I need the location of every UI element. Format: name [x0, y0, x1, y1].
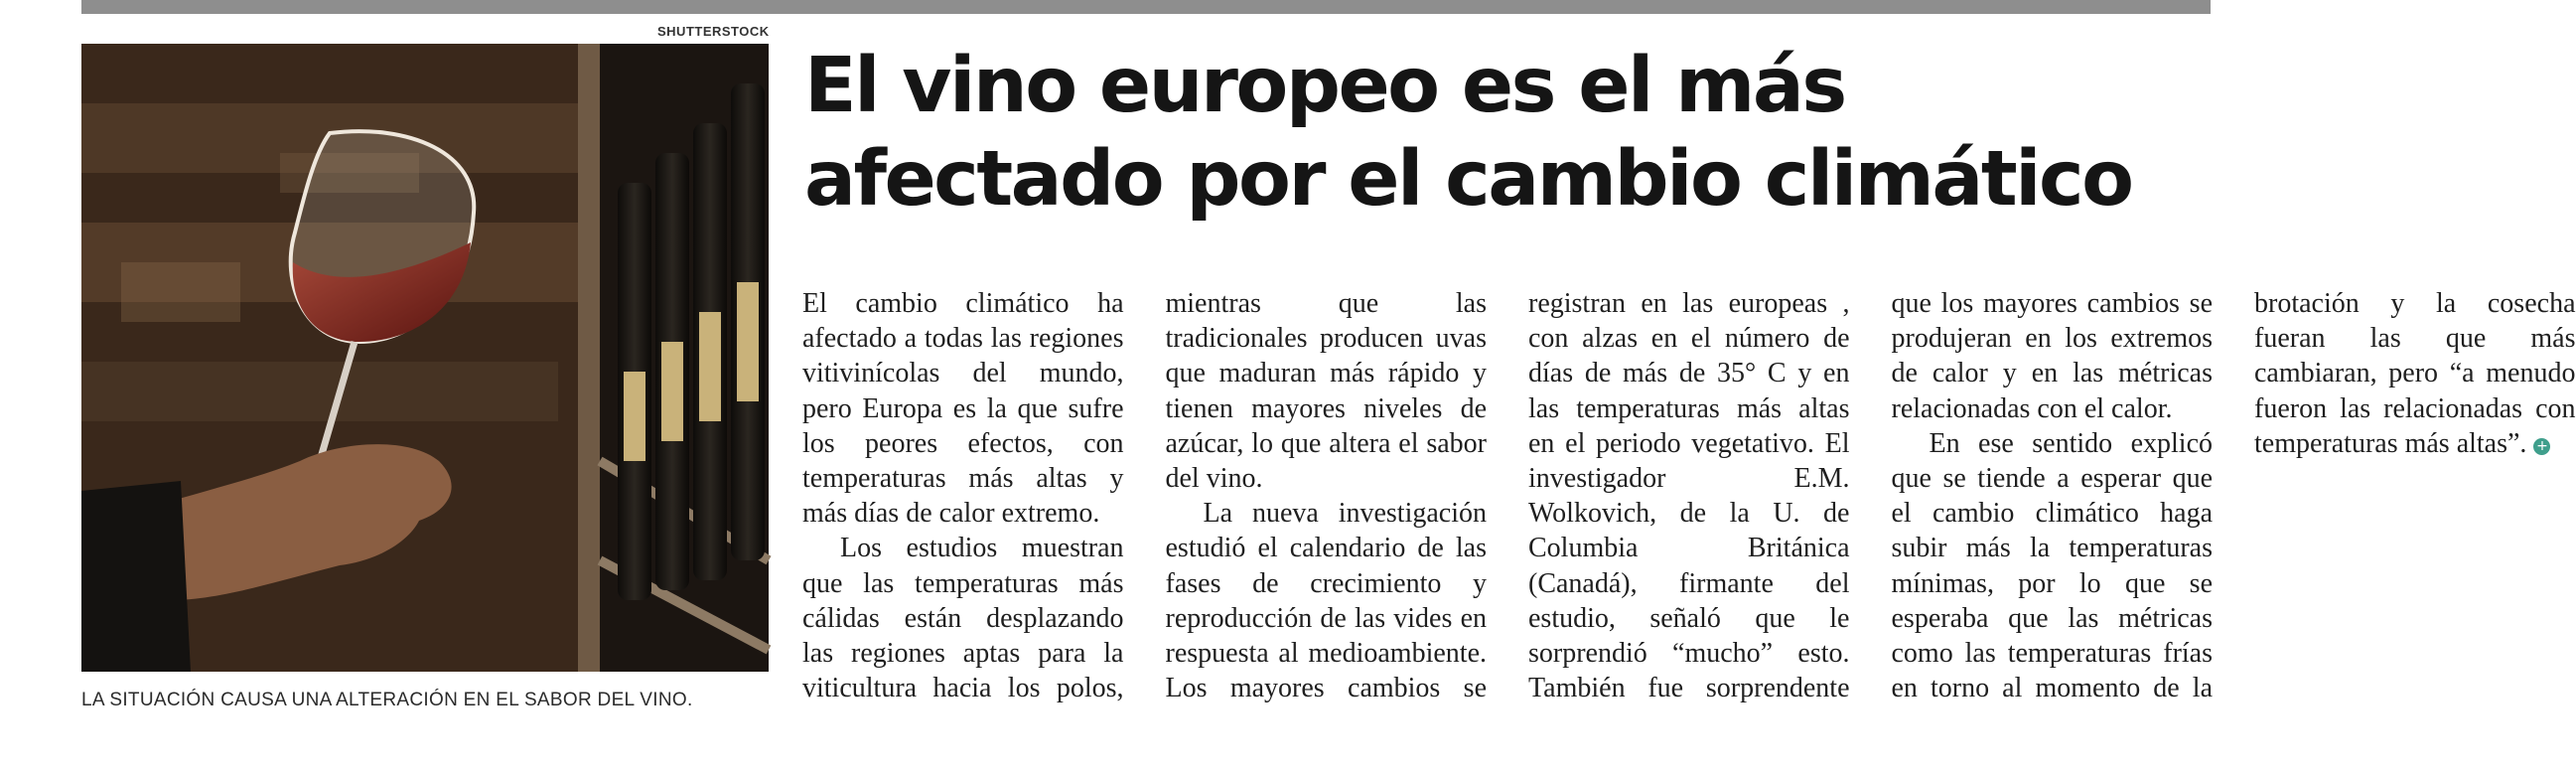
body-paragraph: El cambio climático ha afectado a todas las regiones vitivinícolas del mundo, pero Europa es la que sufre los peores efectos, con temperaturas más altas y más días de calor extremo.: [802, 288, 1124, 530]
wine-photo-illustration: [81, 44, 769, 672]
top-rule-bar: [81, 0, 2211, 14]
body-paragraph: La nueva investigación estudió el calendario de las fases de crecimiento y reproducción de las vides en respuesta al medioambiente. Los mayores cambios se registran en las europeas , con alzas en el número de días de más de 35° C y en las temperaturas más altas en el periodo vegetativo. El investigador E.M. Wolkovich, de la U. de Columbia Británica (Canadá), firmante del estudio, señaló que le sorprendió “mucho” esto. También fue sorprendente que los mayores cambios se produjeran en los extremos de calor y en las métricas relacionadas con el calor.: [1165, 288, 2213, 704]
photo-caption: LA SITUACIÓN CAUSA UNA ALTERACIÓN EN EL SABOR DEL VINO.: [81, 690, 693, 710]
article-headline: El vino europeo es el más afectado por el cambio climático: [804, 42, 2132, 224]
wine-glass-photo: [81, 44, 769, 672]
circle-plus-icon: +: [2533, 438, 2550, 455]
body-paragraph: Los estudios muestran que las temperaturas más cálidas están desplazando las regiones aptas para la viticultura hacia los polos, mientras que las tradicionales producen uvas que maduran más rápido y tienen mayores niveles de azúcar, lo que altera el sabor del vino.: [802, 288, 1487, 704]
article-body: [802, 286, 2576, 723]
photo-credit: SHUTTERSTOCK: [657, 24, 770, 39]
body-paragraph-text: En ese sentido explicó que se tiende a esperar que el cambio climático haga subir más la temperaturas mínimas, por lo que se esperaba que las métricas como las temperaturas frías en torno al momento de la brotación y la cosecha fueran las que más cambiaran, pero “a menudo fueron las relacionadas con temperaturas más altas”.: [1891, 288, 2576, 704]
